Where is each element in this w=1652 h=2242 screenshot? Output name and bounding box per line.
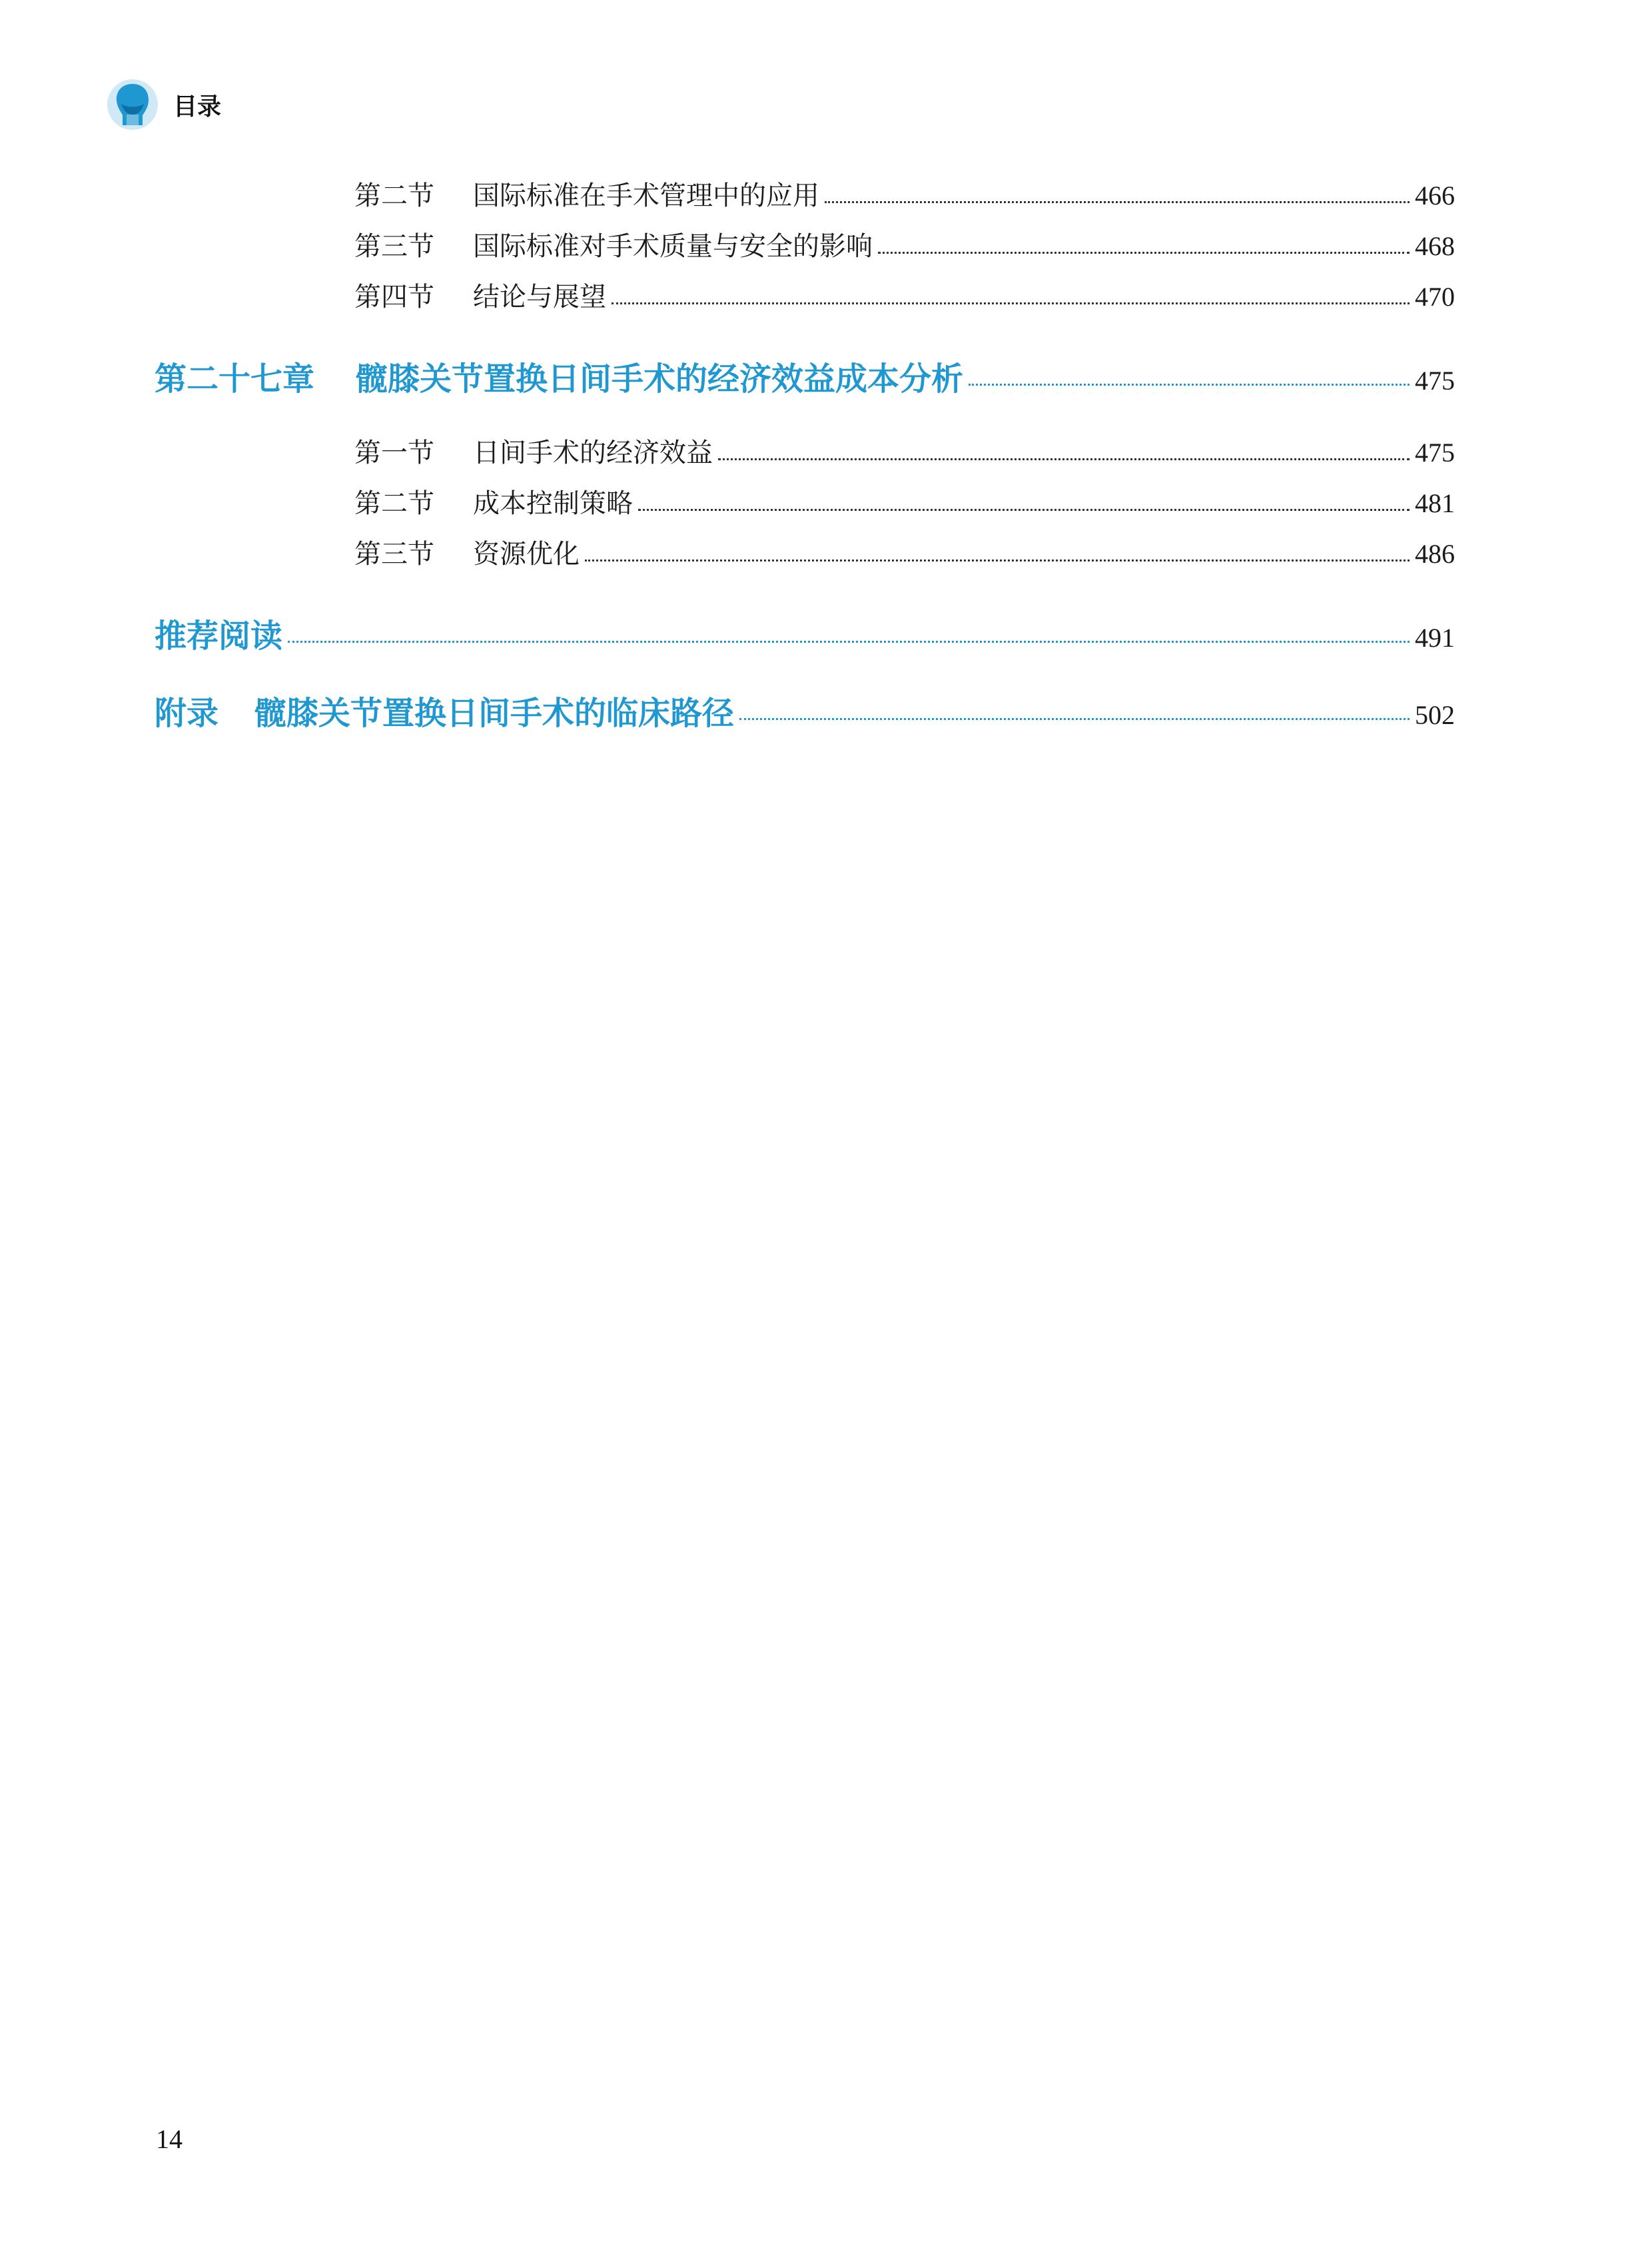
toc-entry-title: 国际标准对手术质量与安全的影响 [473, 231, 873, 262]
dot-leader [969, 383, 1410, 386]
toc-entry-page: 486 [1415, 539, 1455, 569]
dot-leader [288, 640, 1410, 643]
toc-entry[interactable] [354, 276, 1455, 314]
dot-leader [585, 559, 1410, 561]
toc-chapter-title: 髋膝关节置换日间手术的临床路径 [254, 695, 735, 732]
toc-entry-page: 468 [1415, 231, 1455, 261]
toc-entry-page: 466 [1415, 181, 1455, 210]
toc-entry-page: 470 [1415, 282, 1455, 312]
toc-entry-number: 第二节 [354, 488, 434, 519]
dot-leader [825, 200, 1410, 203]
toc-chapter-entry[interactable] [155, 610, 1455, 656]
dot-leader [612, 302, 1410, 304]
toc-entry-title: 结论与展望 [473, 282, 606, 312]
toc-entry-page: 491 [1415, 623, 1455, 653]
toc-chapter-title: 推荐阅读 [155, 617, 283, 655]
toc-entry-number: 第三节 [354, 539, 434, 569]
toc-entry-page: 475 [1415, 438, 1455, 468]
toc-chapter-entry[interactable] [155, 353, 1455, 399]
toc-chapter-number: 第二十七章 [155, 360, 315, 398]
toc-entry[interactable] [354, 533, 1455, 571]
toc-entry[interactable] [354, 432, 1455, 470]
toc-entry-number: 第四节 [354, 282, 434, 312]
toc-entry-number: 第三节 [354, 231, 434, 262]
toc-entry-page: 475 [1415, 366, 1455, 396]
toc-chapter-title: 髋膝关节置换日间手术的经济效益成本分析 [356, 360, 964, 398]
toc-entry-page: 481 [1415, 488, 1455, 518]
toc-chapter-number: 附录 [155, 695, 219, 732]
dot-leader [638, 508, 1410, 511]
header-title: 目录 [173, 93, 222, 121]
page-number: 14 [156, 2124, 183, 2154]
dot-leader [718, 458, 1410, 460]
toc-entry-title: 资源优化 [473, 539, 580, 569]
toc-entry-title: 日间手术的经济效益 [473, 438, 713, 468]
dot-leader [739, 717, 1410, 720]
toc-entry[interactable] [354, 225, 1455, 263]
toc-entry-title: 国际标准在手术管理中的应用 [473, 181, 819, 211]
toc-entry[interactable] [354, 482, 1455, 520]
toc-entry-title: 成本控制策略 [473, 488, 633, 519]
toc-entry-page: 502 [1415, 700, 1455, 730]
toc-entry[interactable] [354, 175, 1455, 212]
dot-leader [878, 251, 1410, 254]
toc-entry-number: 第二节 [354, 181, 434, 211]
toc-entry-number: 第一节 [354, 438, 434, 468]
toc-chapter-entry[interactable] [155, 687, 1455, 733]
